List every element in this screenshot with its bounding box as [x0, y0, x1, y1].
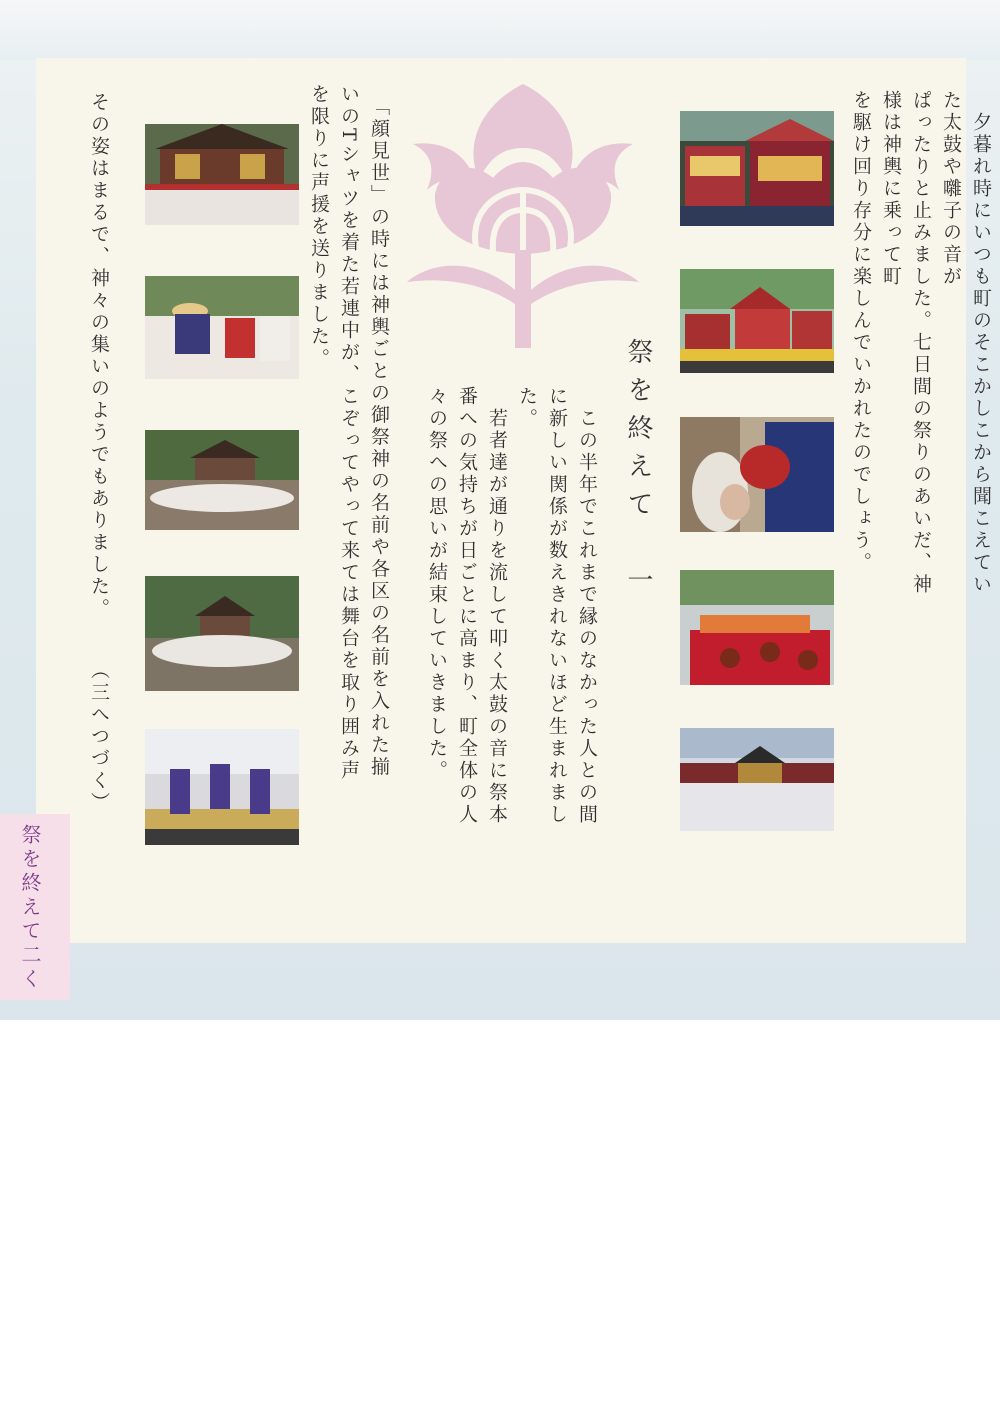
text-line: この半年でこれまで縁のなかった人との間: [576, 386, 598, 826]
photo-festival-float-stage: [680, 111, 834, 226]
photo-lion-dance: [680, 417, 834, 532]
photo-purple-dancers: [145, 729, 299, 845]
photo-dancers-crowd: [145, 276, 299, 379]
text-line: いのTシャツを着た若連中が、こぞってやって来ては舞台を取り囲み声: [338, 84, 360, 782]
text-line: た。: [516, 386, 538, 430]
text-line: 夕暮れ時にいつも町のそこかしこから聞こえていた太鼓や囃子の音が: [940, 90, 992, 596]
text-line: 「顔見世」の時には神輿ごとの御祭神の名前や各区の名前を入れた揃: [368, 84, 390, 779]
text-line: 若者達が通りを流して叩く太鼓の音に祭本: [486, 386, 508, 826]
text-line: を限りに声援を送りました。: [308, 84, 330, 370]
text-line: 番への気持ちが日ごとに高まり、町全体の人: [456, 386, 478, 826]
photo-shrine-crowd: [145, 124, 299, 225]
paragraph-intro: [846, 90, 996, 610]
next-page-tab[interactable]: [0, 814, 70, 1000]
text-line: を駆け回り存分に楽しんでいかれたのでしょう。: [850, 90, 872, 574]
photo-taiko-drums: [680, 570, 834, 685]
paragraph-closing: [84, 92, 114, 852]
continued-note: （三へつづく）: [88, 660, 110, 814]
text-line: 々の祭への思いが結束していきました。: [426, 386, 448, 782]
text-line: その姿はまるで、神々の集いのようでもありました。: [88, 92, 110, 620]
text-line: に新しい関係が数えきれないほど生まれまし: [546, 386, 568, 826]
flower-crest-icon: [407, 82, 639, 350]
photo-red-festival-floats: [680, 269, 834, 373]
photo-shrine-circle-dance: [145, 430, 299, 530]
next-page-label: 祭を終えて二く: [18, 824, 42, 992]
photo-mikoshi-procession: [680, 728, 834, 831]
paragraph-kaomise: [304, 84, 394, 844]
photo-shrine-gathering: [145, 576, 299, 691]
paragraph-relations: [422, 386, 602, 826]
text-line: ぱったりと止みました。七日間の祭りのあいだ、神様は神輿に乗って町: [880, 90, 932, 596]
article-heading: 祭を終えて 一: [623, 338, 653, 604]
